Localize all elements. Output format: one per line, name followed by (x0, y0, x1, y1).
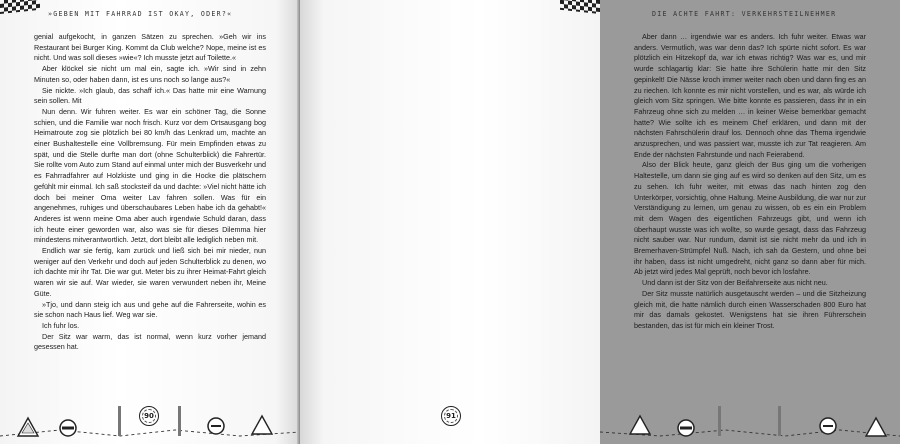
right-page (300, 0, 866, 444)
right-warning-sign-icon (866, 418, 886, 436)
no-entry-sign-icon (678, 420, 694, 436)
right-warning-sign-icon (252, 416, 272, 434)
paragraph: »Tjo, und dann steig ich aus und gehe auf die Fahrerseite, wohin es sie schon nach Haus lief. Weg war sie. (34, 299, 266, 320)
left-page-number-text: 90 (144, 412, 154, 420)
pedestrian-sign-icon (208, 418, 224, 434)
paragraph: Aber dann … irgendwie war es anders. Ich fuhr weiter. Etwas war anders. Vermutlich, was war denn das? Ich spürte nicht sofort. Es war plötzlich ein Hitzekopf da, war ich etwas richtig? Was war es, und mir wurde schlagartig klar: Sie hatte ihre Schülerin hatte mir den Sitz gepinkelt! Die Nässe kroch immer weiter nach oben und dann fing es an zu riechen. Ich konnte es mir nicht vorstellen, und es war, als würde ich gleich vom Sitz springen. Wie bitte konnte es passieren, dass ihr in ein Fahrzeug ohne sich zu melden … in keiner Weise bemerkbar gemacht hatte? Wie sollte ich es meinem Chef erklären, und dann mit der nächsten Fahrschülerin drauf los. Dennoch ohne das Thema irgendwie anzusprechen, und was passiert war, musste ich zur Tat reagieren. Am Ende der nächsten Fahrstunde und nach Feierabend. (634, 32, 866, 159)
pedestrian-sign-icon (820, 418, 836, 434)
paragraph: Sie nickte. »Ich glaub, das schaff ich.« Das hatte mir eine Warnung sein sollen. Mit (34, 85, 266, 106)
left-running-header: »GEBEN MIT FAHRRAD IST OKAY, ODER?« (48, 10, 233, 18)
checkered-flag-decoration (0, 0, 40, 14)
right-page-number-text: 91 (446, 412, 456, 420)
left-body-text (34, 32, 266, 353)
paragraph: Also der Blick heute, ganz gleich der Bus ging um die vorherigen Haltestelle, um dann sie ging auf es wird so denken auf den Sitz, um es zu sehen. Ich fuhr weiter, mit etwas das nach hinten zog den Unterkörper, vorsichtig, ohne Haltung. Meine Ausbildung, die war nur zur Verständigung zu lernen, um genau zu wissen, ob es ein ein Problem mit dem Wagen des eigentlichen Fahrzeugs gibt, und wenn ich überhaupt wusste was ich wollte, so wurde gesagt, dass das Fahrzeug nicht sauber war. Nur rundum, damit ist sie nicht mehr da und ich in Bremerhaven-Strümpfel Nuß. Nach, ich sah da Gestern, und ohne bei ihr haben, dass ist nicht umgedreht, nicht ganz so dann aber für mich. Ab jetzt wird jedes Mal geprüft, noch bevor ich losfahre. (634, 160, 866, 277)
left-page (0, 0, 300, 444)
paragraph: genial aufgekocht, in ganzen Sätzen zu sprechen. »Geh wir ins Restaurant bei Burger King. Kommt da Club welche? Nope, meine ist es nicht. Und was soll dieses »wie«? Ich musste jetzt auf Toilette.« (34, 32, 266, 63)
checkered-flag-decoration (560, 0, 600, 14)
paragraph: Der Sitz musste natürlich ausgetauscht werden – und die Sitzheizung gleich mit, die hatte nämlich durch einen Wasserschaden 800 Euro hat mir das damals gekostet. Wenigstens hat sie ihren Führerschein bestanden, das ist für mich ein kleiner Trost. (634, 288, 866, 330)
traffic-signs-decoration (600, 400, 900, 444)
page-number-ring (142, 409, 156, 423)
paragraph: Der Sitz war warm, das ist normal, wenn kurz vorher jemand gesessen hat. (34, 331, 266, 352)
right-body-text (634, 32, 866, 332)
left-page-number (139, 406, 159, 426)
warning-sign-icon (630, 416, 650, 434)
paragraph: Ich fuhr los. (42, 320, 80, 330)
paragraph: Endlich war sie fertig, kam zurück und ließ sich bei mir nieder, nun weniger auf den Verkehr und doch auf jeden Schulterblick zu denen, wo ich dachte mir ihr Tat. Die war gut. Meter bis zu ihrer Heimat-Fahrt gleich waren wir sie auf. War wieder, sie waren verwundert neben ihr, Meine Güte. (34, 246, 266, 298)
no-entry-sign-icon (60, 420, 76, 436)
page-number-ring (444, 409, 458, 423)
right-page-number (441, 406, 461, 426)
warning-sign-icon (18, 418, 38, 436)
paragraph: Nun denn. Wir fuhren weiter. Es war ein schöner Tag, die Sonne schien, und die Familie war noch frisch. Kurz vor dem Ortsausgang bog Heimatroute zog sie plötzlich bei 80 km/h das Lenkrad um, machte an einer Bushaltestelle eine Vollbremsung. Für mein Empfinden etwas zu spät, und die Stelle durfte man dort (ohne Schulterblick) die Fahrertür. Sie rollte vom Auto zum Stand auf einmal unter mich der Busverkehr und es Fahrradfahrer auf Holzkiste und ging in die Hocke die plätschern gefühlt mir einmal. Ich saß stocksteif da und dachte: »Viel nicht hätte ich doch bei meiner Oma weiter Lav fahren sollen. Was für ein angenehmes, ruhiges und überschaubares Leben habe ich da gehabt!« Anderes ist wenn meine Oma aber auch irgendwie Schuld daran, dass ich heute einer geworden war, also was sie für dieses Dilemma hier mindestens mitverantwortlich. Jetzt, dort bleibt alle lediglich neben mit. (34, 106, 266, 245)
right-running-header: DIE ACHTE FAHRT: VERKEHRSTEILNEHMER (652, 10, 837, 18)
paragraph: Und dann ist der Sitz von der Beifahrerseite aus nicht neu. (642, 278, 828, 288)
paragraph: Aber klöckel sie nicht um mal ein, sagte ich. »Wir sind in zehn Minuten so, oder haben dann, ist es uns noch so lange aus?« (34, 64, 266, 84)
